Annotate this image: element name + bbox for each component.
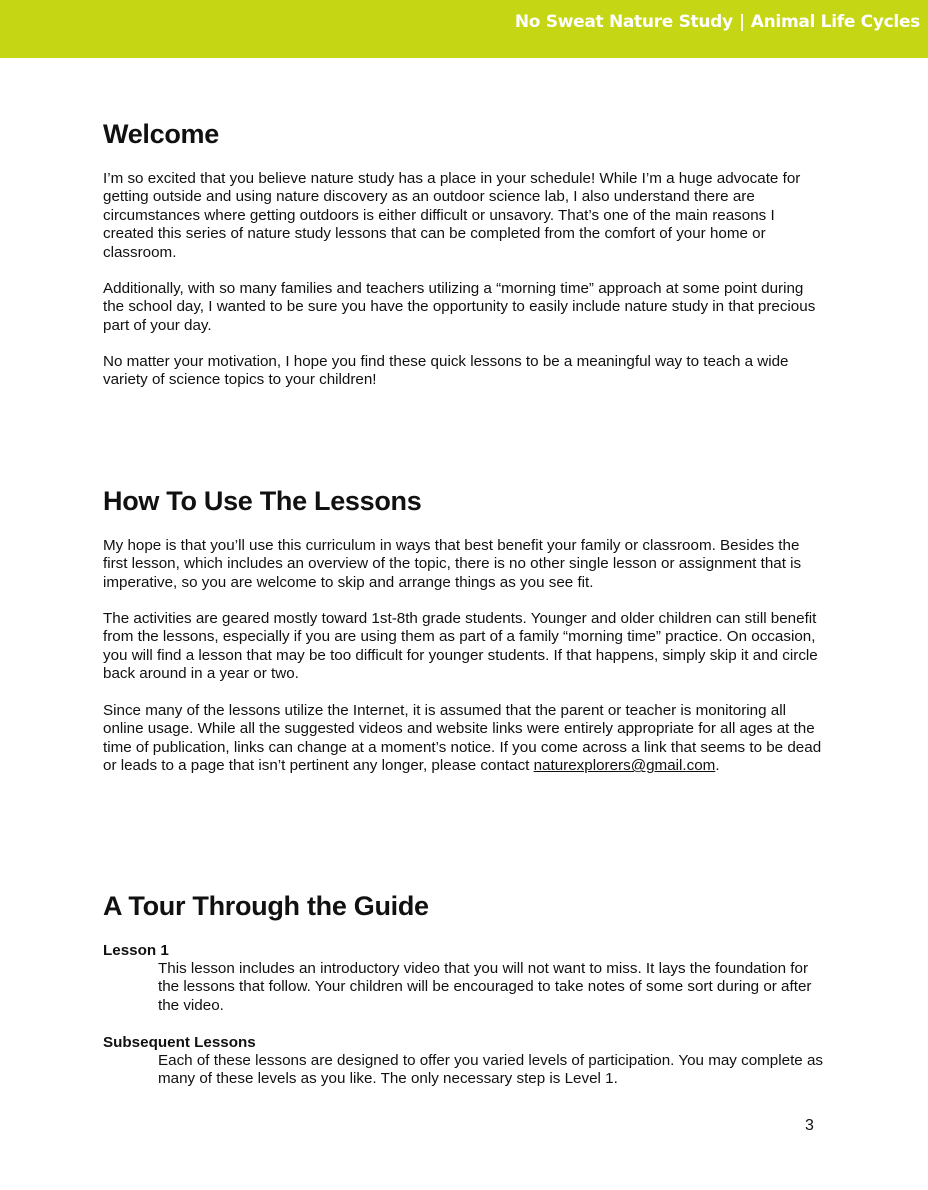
header-band <box>0 0 928 58</box>
how-to-heading: How To Use The Lessons <box>103 486 422 516</box>
tour-heading: A Tour Through the Guide <box>103 891 429 921</box>
lesson-1-label: Lesson 1 <box>103 942 169 959</box>
lesson-1-description: This lesson includes an introductory video that you will not want to miss. It lays the foundation for the lessons that follow. Your children will be encouraged to take notes of some sort during or after the video. <box>158 960 812 1014</box>
welcome-heading: Welcome <box>103 119 219 149</box>
welcome-paragraph-3: No matter your motivation, I hope you find these quick lessons to be a meaningful way to teach a wide variety of science topics to your children! <box>103 353 789 389</box>
series-title: No Sweat Nature Study <box>514 12 733 32</box>
how-to-paragraph-2: The activities are geared mostly toward 1st-8th grade students. Younger and older children can still benefit from the lessons, especially if you are using them as part of a family “morning time” practice. On occasion, you will find a lesson that may be too difficult for younger students. If that happens, simply skip it and circle back around in a year or two. <box>103 610 818 683</box>
how-to-paragraph-3-text: Since many of the lessons utilize the Internet, it is assumed that the parent or teacher is monitoring all online usage. While all the suggested videos and website links were entirely appropriate for all ages at the time of publication, links can change at a moment’s notice. If you come across a link that seems to be dead or leads to a page that isn’t pertinent any longer, please contact <box>103 702 822 775</box>
how-to-paragraph-1: My hope is that you’ll use this curriculum in ways that best benefit your family or classroom. Besides the first lesson, which includes an overview of the topic, there is no other single lesson or assignment that is imperative, so you are welcome to skip and arrange things as you see fit. <box>103 537 802 591</box>
subsequent-lessons-description: Each of these lessons are designed to offer you varied levels of participation. You may complete as many of these levels as you like. The only necessary step is Level 1. <box>158 1052 823 1088</box>
unit-title: Animal Life Cycles <box>750 12 920 32</box>
welcome-paragraph-1: I’m so excited that you believe nature study has a place in your schedule! While I’m a huge advocate for getting outside and using nature discovery as an outdoor science lab, I also understand there are circumstances where getting outdoors is either difficult or unsavory. That’s one of the main reasons I created this series of nature study lessons that can be completed from the comfort of your home or classroom. <box>103 170 801 261</box>
subsequent-lessons-label: Subsequent Lessons <box>103 1034 256 1051</box>
welcome-paragraph-2: Additionally, with so many families and teachers utilizing a “morning time” approach at some point during the school day, I wanted to be sure you have the opportunity to easily include nature study in that precious part of your day. <box>103 280 816 334</box>
contact-email-link[interactable]: naturexplorers@gmail.com <box>533 757 716 775</box>
page-number: 3 <box>805 1117 814 1134</box>
header-separator: | <box>738 12 745 32</box>
header-title <box>515 12 920 32</box>
how-to-paragraph-3 <box>103 702 825 776</box>
how-to-paragraph-3-end: . <box>715 757 720 775</box>
